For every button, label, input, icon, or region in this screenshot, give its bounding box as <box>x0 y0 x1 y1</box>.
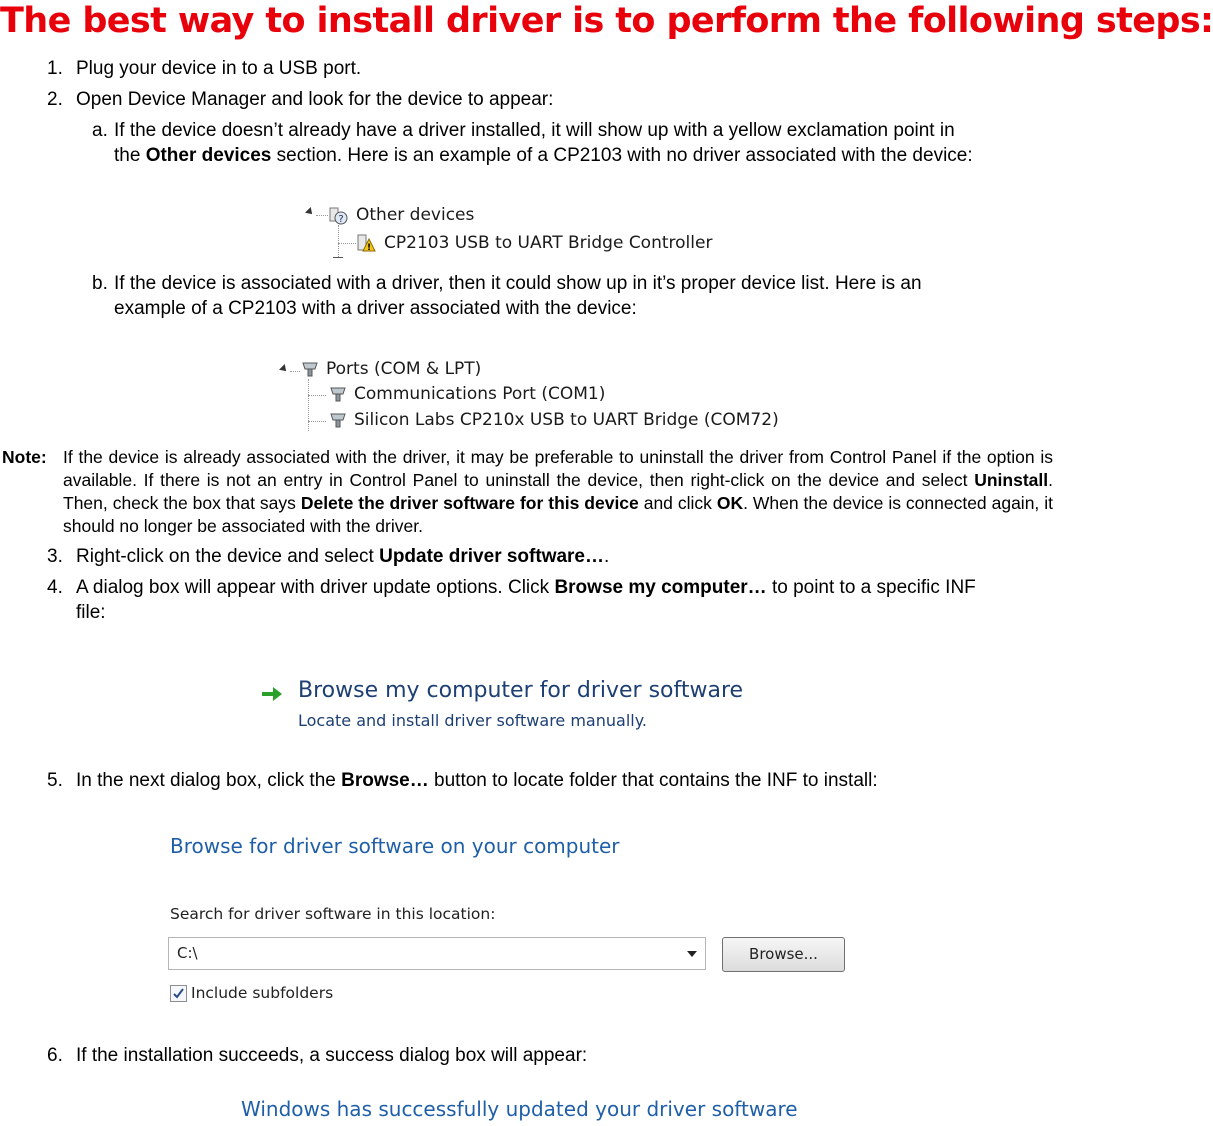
page-title: The best way to install driver is to perform the following steps: <box>0 1 1213 41</box>
browse-option-subtitle: Locate and install driver software manually. <box>298 711 647 730</box>
step-2 <box>47 87 1047 112</box>
checkmark-icon <box>172 987 185 1000</box>
substep-letter: a. <box>92 120 108 141</box>
step-number: 1. <box>47 58 63 79</box>
tree-category-other-devices[interactable]: Other devices <box>356 205 475 225</box>
step-text: A dialog box will appear with driver update options. Click Browse my computer… to point to a specific INF <box>76 577 976 598</box>
note-block <box>2 446 1054 540</box>
browse-option-title[interactable]: Browse my computer for driver software <box>298 678 744 703</box>
dropdown-arrow-icon[interactable] <box>687 951 697 957</box>
step-text: Right-click on the device and select Update driver software…. <box>76 546 610 567</box>
step-2a <box>92 118 1072 168</box>
browse-my-computer-option[interactable] <box>258 678 758 738</box>
substep-text-line1: If the device is associated with a driver, then it could show up in it’s proper device list. Here is an <box>114 273 922 294</box>
include-subfolders-checkbox[interactable] <box>170 985 187 1002</box>
step-5 <box>47 768 1047 793</box>
substep-letter: b. <box>92 273 108 294</box>
port-connector-icon <box>328 410 348 430</box>
browse-button[interactable]: Browse... <box>722 937 845 972</box>
port-connector-icon <box>300 359 320 379</box>
step-number: 2. <box>47 89 63 110</box>
step-1 <box>47 56 1047 81</box>
tree-category-ports[interactable]: Ports (COM & LPT) <box>326 359 482 379</box>
device-tree-ports <box>276 355 779 435</box>
unknown-device-icon <box>328 205 348 225</box>
warning-device-icon <box>356 233 376 253</box>
step-text: In the next dialog box, click the Browse… button to locate folder that contains the INF to install: <box>76 770 878 791</box>
substep-text-line2: example of a CP2103 with a driver associated with the device: <box>114 298 637 319</box>
step-number: 3. <box>47 546 63 567</box>
search-location-value: C:\ <box>177 944 198 962</box>
green-arrow-icon <box>260 684 284 704</box>
step-4 <box>47 575 1057 625</box>
success-message: Windows has successfully updated your driver software <box>241 1097 798 1121</box>
tree-device-cp2103[interactable]: CP2103 USB to UART Bridge Controller <box>384 233 713 253</box>
step-text: Open Device Manager and look for the device to appear: <box>76 89 554 110</box>
note-body: If the device is already associated with the driver, it may be preferable to uninstall the driver from Control Panel if the option is available. If there is not an entry in Control Panel to uninstall the device, then right-click on the device and select Uninstall. Then, check the box that says Delete the driver software for this device and click OK. When the device is connected again, it should no longer be associated with the driver. <box>63 447 1053 536</box>
browse-dialog-title: Browse for driver software on your computer <box>170 834 620 858</box>
svg-text:?: ? <box>338 214 344 225</box>
substep-text-line1: If the device doesn’t already have a driver installed, it will show up with a yellow exclamation point in <box>114 120 955 141</box>
substep-text-line2: the Other devices section. Here is an example of a CP2103 with no driver associated with the device: <box>114 145 973 166</box>
search-location-label: Search for driver software in this location: <box>170 905 496 923</box>
include-subfolders-label[interactable]: Include subfolders <box>191 984 334 1002</box>
svg-text:!: ! <box>366 243 372 253</box>
tree-device-com1[interactable]: Communications Port (COM1) <box>354 384 606 404</box>
expand-triangle-icon[interactable] <box>305 207 315 217</box>
step-text-line2: file: <box>76 602 106 623</box>
step-number: 5. <box>47 770 63 791</box>
note-label: Note: <box>2 447 47 467</box>
step-text: If the installation succeeds, a success dialog box will appear: <box>76 1045 588 1066</box>
port-connector-icon <box>328 384 348 404</box>
device-tree-other <box>300 200 720 262</box>
step-number: 6. <box>47 1045 63 1066</box>
tree-device-com72[interactable]: Silicon Labs CP210x USB to UART Bridge (COM72) <box>354 410 779 430</box>
step-6 <box>47 1043 1047 1068</box>
step-text: Plug your device in to a USB port. <box>76 58 362 79</box>
other-devices-term: Other devices <box>145 145 272 166</box>
expand-triangle-icon[interactable] <box>279 364 289 374</box>
step-2b <box>92 271 1072 321</box>
search-location-combobox[interactable] <box>168 937 706 970</box>
step-number: 4. <box>47 577 63 598</box>
step-3 <box>47 544 1047 569</box>
